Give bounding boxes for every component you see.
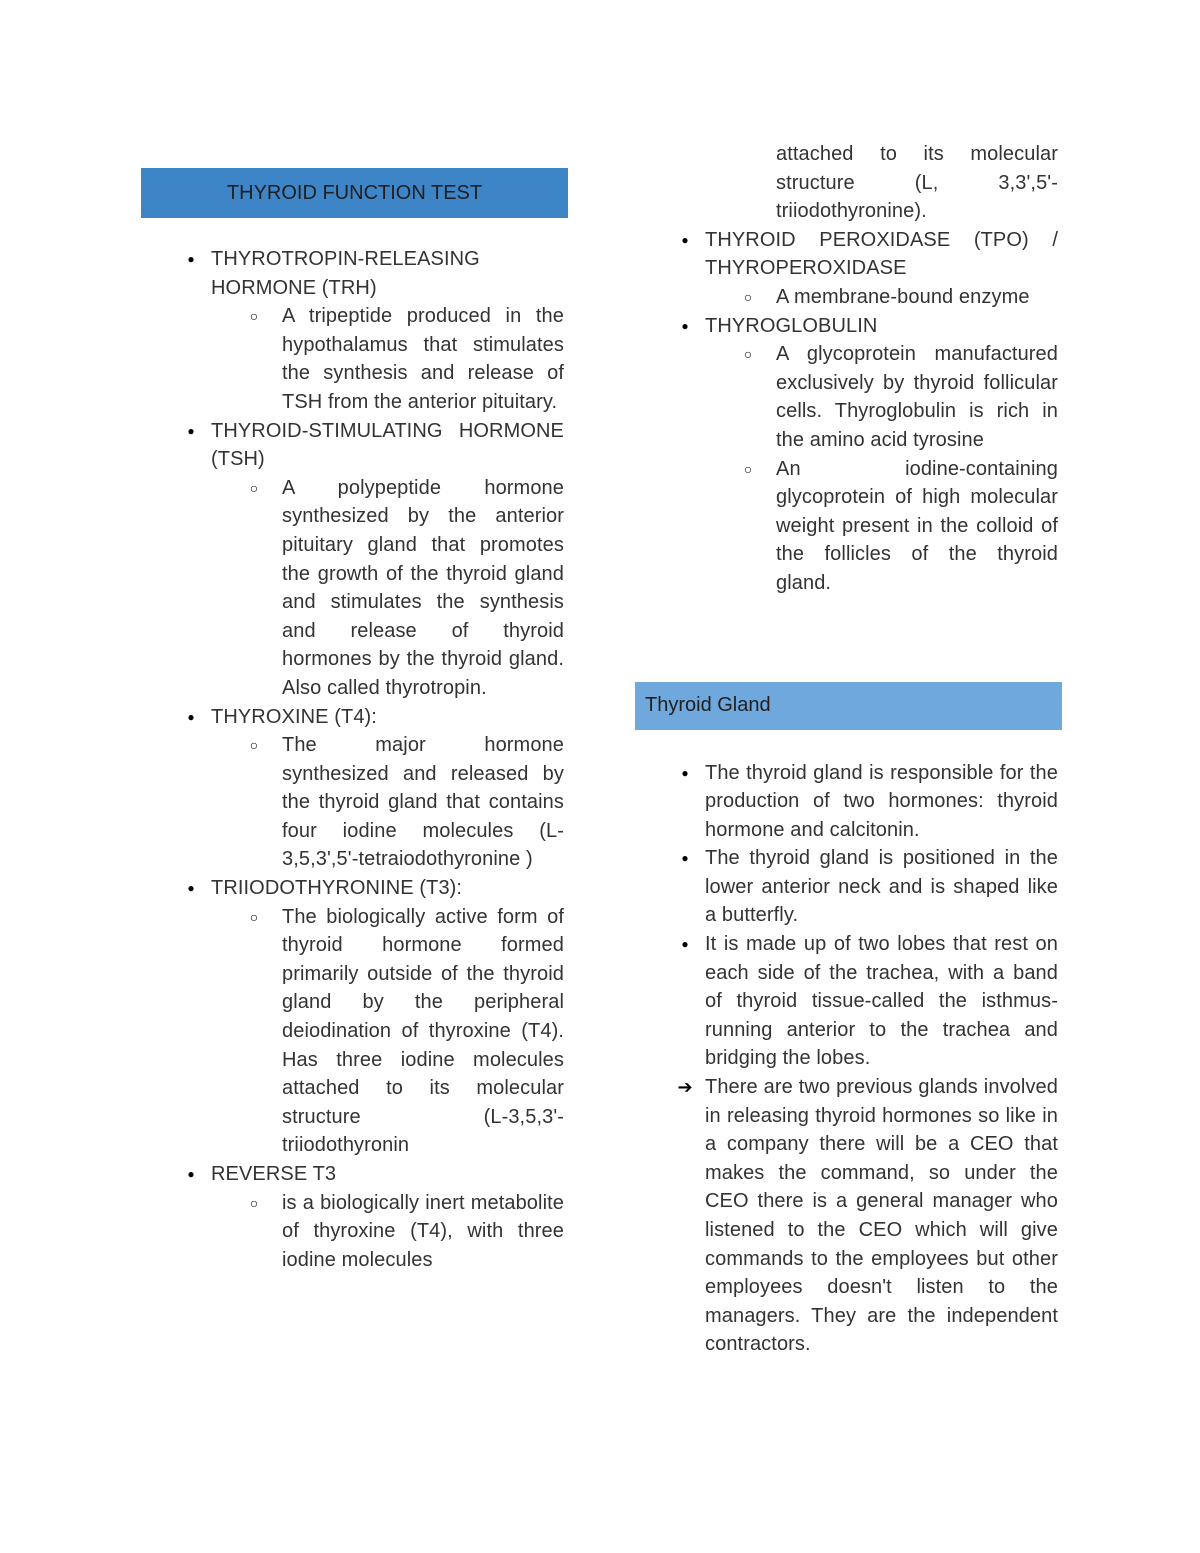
sub-item xyxy=(249,903,564,1160)
filled-bullet-icon: ● xyxy=(681,851,689,866)
section-header-thyroid-gland xyxy=(635,682,1062,730)
sub-text: An iodine-containing glycoprotein of high molecular weight present in the colloid of the follicles of the thyroid gland. xyxy=(776,457,1058,594)
sub-text: A membrane-bound enzyme xyxy=(776,285,1030,308)
sub-text: is a biologically inert metabolite of thyroxine (T4), with three iodine molecules xyxy=(282,1191,564,1271)
sub-text: A tripeptide produced in the hypothalamus that stimulates the synthesis and release of TSH from the anterior pituitary. xyxy=(282,305,564,413)
hollow-bullet-icon: ○ xyxy=(249,737,259,754)
topic-title: THYROID PEROXIDASE (TPO) / THYROPEROXIDASE xyxy=(705,228,1058,280)
topic-tsh xyxy=(187,417,564,703)
topic-title: REVERSE T3 xyxy=(211,1163,337,1185)
list-item xyxy=(681,930,1058,1073)
hollow-bullet-icon: ○ xyxy=(249,1194,259,1211)
topic-reverse-t3 xyxy=(187,1160,564,1274)
sub-text: The biologically active form of thyroid hormone formed primarily outside of the thyroid gland by the peripheral deiodination of thyroxine (T4). Has three iodine molecules attached to its molecular structure (L-3,5,3'-triiodothyronin xyxy=(282,905,564,1157)
topic-title: THYROID-STIMULATING HORMONE (TSH) xyxy=(211,419,564,471)
topic-t4 xyxy=(187,703,564,875)
topic-tpo xyxy=(681,226,1058,312)
continued-text: attached to its molecular structure (L, 3,3',5'-triiodothyronine). xyxy=(776,143,1058,223)
filled-bullet-icon: ● xyxy=(187,252,195,266)
topic-title: THYROGLOBULIN xyxy=(705,314,878,337)
hollow-bullet-icon: ○ xyxy=(249,479,259,496)
sub-item xyxy=(249,1189,564,1275)
sub-item xyxy=(249,731,564,874)
enzyme-list xyxy=(681,226,1058,598)
list-item xyxy=(681,759,1058,845)
filled-bullet-icon: ● xyxy=(681,765,689,780)
sub-item xyxy=(743,455,1058,598)
hollow-bullet-icon: ○ xyxy=(249,308,259,325)
point-text: There are two previous glands involved in releasing thyroid hormones so like in a company there will be a CEO that makes the command, so under the CEO there is a general manager who listened to the CEO which will give commands to the employees but other employees doesn't listen to the managers. They are the independent contractors. xyxy=(705,1076,1058,1356)
point-text: It is made up of two lobes that rest on each side of the trachea, with a band of thyroid tissue-called the isthmus-running anterior to the trachea and bridging the lobes. xyxy=(705,933,1058,1070)
topic-thyroglobulin xyxy=(681,312,1058,598)
hollow-bullet-icon: ○ xyxy=(249,908,259,925)
sub-item xyxy=(249,302,564,416)
filled-bullet-icon: ● xyxy=(681,232,689,247)
sub-item xyxy=(743,340,1058,454)
sub-item xyxy=(743,283,1058,312)
topic-trh xyxy=(187,245,564,417)
left-column xyxy=(141,168,568,1274)
filled-bullet-icon: ● xyxy=(681,318,689,333)
section-header-text: THYROID FUNCTION TEST xyxy=(226,181,483,204)
sub-text: A glycoprotein manufactured exclusively by thyroid follicular cells. Thyroglobulin is rich in the amino acid tyrosine xyxy=(776,343,1058,451)
list-item xyxy=(677,1073,1058,1359)
section-header-thyroid-function-test xyxy=(141,168,568,218)
hollow-bullet-icon: ○ xyxy=(743,288,753,305)
hollow-bullet-icon: ○ xyxy=(743,346,753,363)
filled-bullet-icon: ● xyxy=(187,881,195,896)
hormone-list xyxy=(187,245,564,1274)
section-header-text: Thyroid Gland xyxy=(645,694,771,716)
gland-facts-list xyxy=(677,759,1058,1359)
arrow-bullet-icon: ➔ xyxy=(677,1077,693,1098)
point-text: The thyroid gland is responsible for the production of two hormones: thyroid hormone and calcitonin. xyxy=(705,761,1058,841)
point-text: The thyroid gland is positioned in the lower anterior neck and is shaped like a butterfly. xyxy=(705,847,1058,927)
filled-bullet-icon: ● xyxy=(187,1167,195,1181)
filled-bullet-icon: ● xyxy=(681,937,689,952)
sub-text: A polypeptide hormone synthesized by the anterior pituitary gland that promotes the growth of the thyroid gland and stimulates the synthesis and release of thyroid hormones by the thyroid gland. Also called thyrotropin. xyxy=(282,476,564,699)
topic-title: THYROXINE (T4): xyxy=(211,705,377,728)
list-item xyxy=(681,844,1058,930)
topic-title: THYROTROPIN-RELEASING HORMONE (TRH) xyxy=(211,248,480,299)
sub-text: The major hormone synthesized and released by the thyroid gland that contains four iodine molecules (L-3,5,3',5'-tetraiodothyronine ) xyxy=(282,734,564,871)
topic-t3 xyxy=(187,874,564,1160)
filled-bullet-icon: ● xyxy=(187,423,195,438)
topic-title: TRIIODOTHYRONINE (T3): xyxy=(211,877,463,900)
right-column xyxy=(635,140,1062,1359)
sub-item xyxy=(249,474,564,703)
hollow-bullet-icon: ○ xyxy=(743,460,753,477)
filled-bullet-icon: ● xyxy=(187,709,195,724)
